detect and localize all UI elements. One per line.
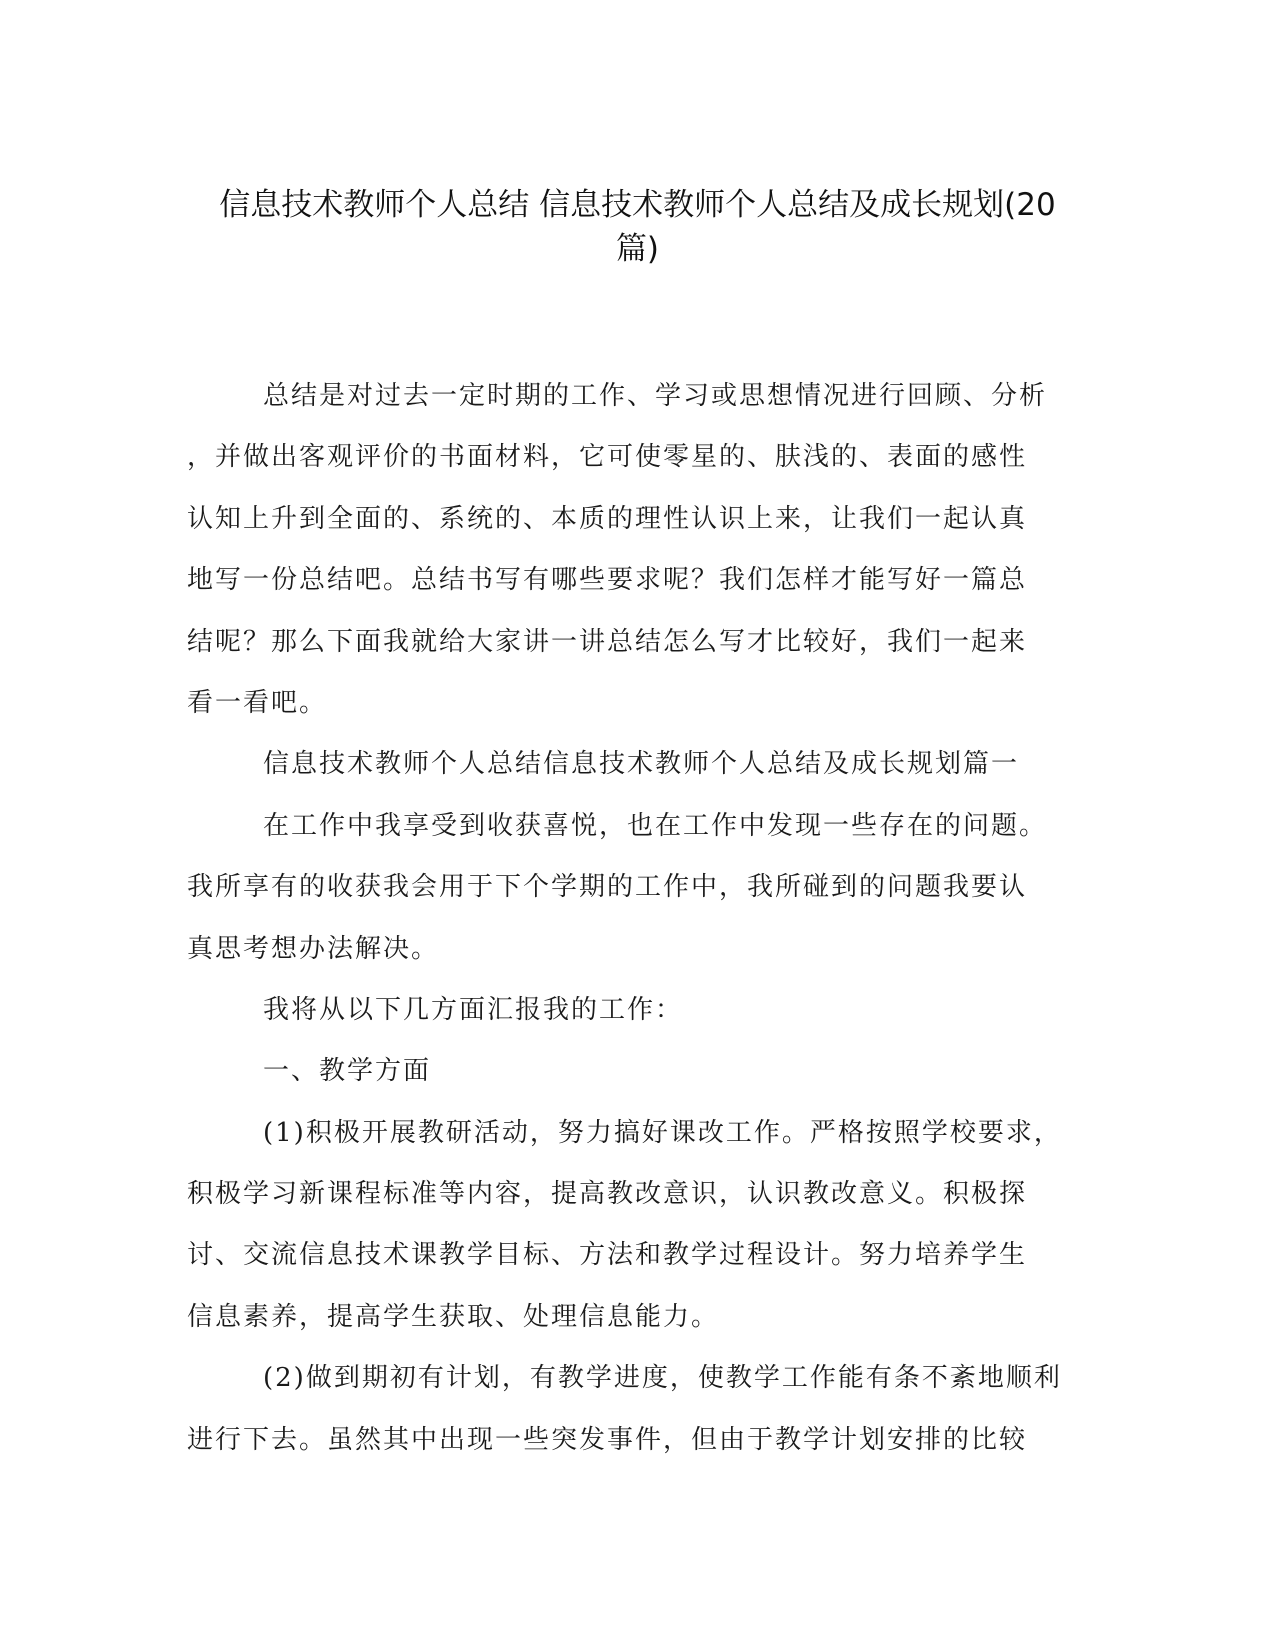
text-line: 我所享有的收获我会用于下个学期的工作中，我所碰到的问题我要认	[187, 872, 1028, 903]
document-body	[187, 366, 1077, 1471]
text-line: 在工作中我享受到收获喜悦，也在工作中发现一些存在的问题。	[263, 810, 1048, 841]
text-line: 讨、交流信息技术课教学目标、方法和教学过程设计。努力培养学生	[187, 1240, 1028, 1271]
text-line: 结呢？那么下面我就给大家讲一讲总结怎么写才比较好，我们一起来	[187, 626, 1028, 657]
text-line: 真思考想办法解决。	[187, 933, 440, 964]
text-line: 认知上升到全面的、系统的、本质的理性认识上来，让我们一起认真	[187, 503, 1028, 534]
text-line: ，并做出客观评价的书面材料，它可使零星的、肤浅的、表面的感性	[187, 442, 1028, 473]
text-line: 积极学习新课程标准等内容，提高教改意识，认识教改意义。积极探	[187, 1179, 1028, 1210]
section-heading: 信息技术教师个人总结信息技术教师个人总结及成长规划篇一	[263, 749, 1020, 780]
text-line: 总结是对过去一定时期的工作、学习或思想情况进行回顾、分析	[263, 381, 1048, 411]
title-line-2: 篇)	[615, 231, 660, 267]
text-line: 进行下去。虽然其中出现一些突发事件，但由于教学计划安排的比较	[187, 1424, 1028, 1455]
text-line: (1)积极开展教研活动，努力搞好课改工作。严格按照学校要求，	[263, 1117, 1062, 1148]
title-line-1: 信息技术教师个人总结 信息技术教师个人总结及成长规划(20	[219, 187, 1056, 223]
text-line: 信息素养，提高学生获取、处理信息能力。	[187, 1301, 720, 1332]
text-line: 地写一份总结吧。总结书写有哪些要求呢？我们怎样才能写好一篇总	[187, 565, 1028, 596]
text-line: 看一看吧。	[187, 687, 328, 718]
document-title	[150, 183, 1125, 271]
text-line: (2)做到期初有计划，有教学进度，使教学工作能有条不紊地顺利	[263, 1363, 1062, 1394]
section-heading: 一、教学方面	[263, 1056, 432, 1087]
text-line: 我将从以下几方面汇报我的工作：	[263, 994, 684, 1025]
